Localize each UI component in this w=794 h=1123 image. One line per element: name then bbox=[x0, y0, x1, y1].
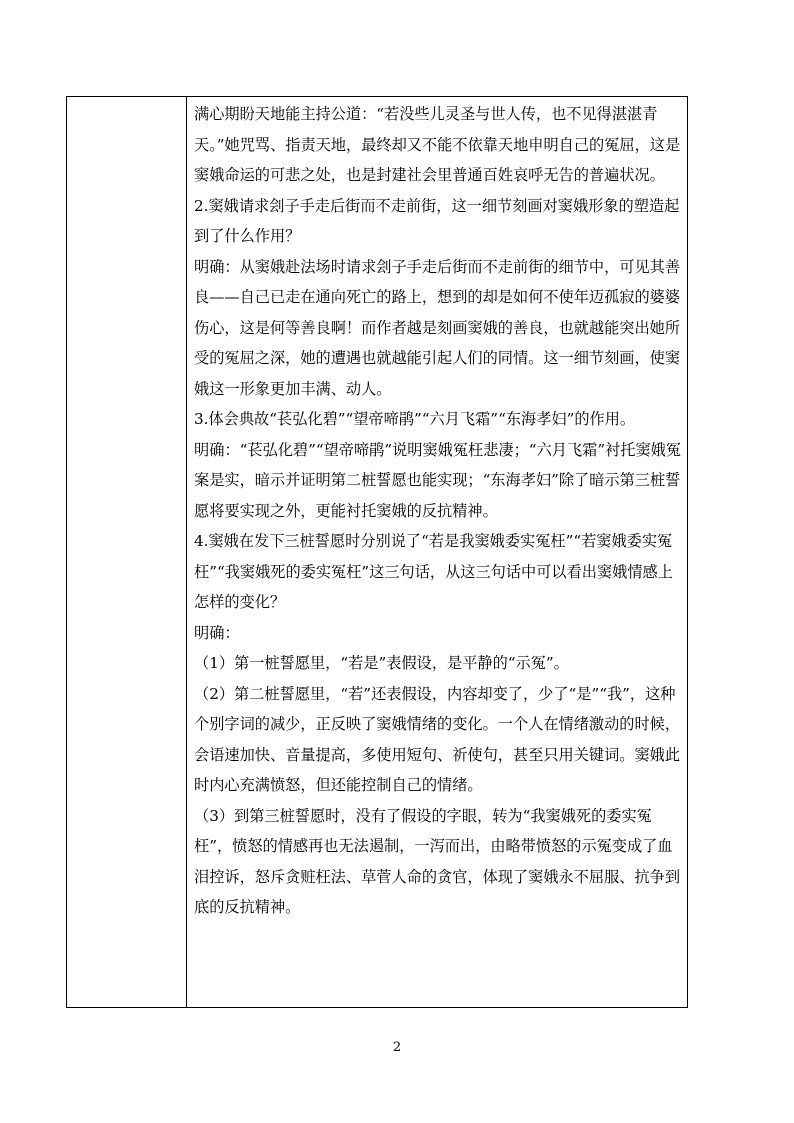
paragraph-continued: 满心期盼天地能主持公道：“若没些儿灵圣与世人传，也不见得湛湛青天。”她咒骂、指责天地，最终却又不能不依靠天地申明自己的冤屈，这是窦娥命运的可悲之处，也是封建社会里普通百姓哀呼无告的普遍状况。 bbox=[194, 105, 681, 184]
answer-4-point-2: （2）第二桩誓愿里，“若”还表假设，内容却变了，少了“是”“我”，这种个别字词的减少，正反映了窦娥情绪的变化。一个人在情绪激动的时候，会语速加快、音量提高，多使用短句、祈使句，甚至只用关键词。窦娥此时内心充满愤怒，但还能控制自己的情绪。 bbox=[194, 684, 680, 794]
table-content-cell bbox=[194, 99, 684, 923]
answer-3: 明确：“苌弘化碧”“望帝啼鹃”说明窦娥冤枉悲凄；“六月飞霜”衬托窦娥冤案是实，暗示并证明第二桩誓愿也能实现；“东海孝妇”除了暗示第三桩誓愿将要实现之外，更能衬托窦娥的反抗精神。 bbox=[194, 440, 682, 520]
answer-4-label: 明确： bbox=[194, 623, 240, 642]
question-4: 4.窦娥在发下三桩誓愿时分别说了“若是我窦娥委实冤枉”“若窦娥委实冤枉”“我窦娥死的委实冤枉”这三句话，从这三句话中可以看出窦娥情感上怎样的变化？ bbox=[194, 532, 673, 611]
answer-2: 明确：从窦娥赴法场时请求刽子手走后街而不走前街的细节中，可见其善良——自己已走在通向死亡的路上，想到的却是如何不使年迈孤寂的婆婆伤心，这是何等善良啊！而作者越是刻画窦娥的善良，也就越能突出她所受的冤屈之深，她的遭遇也就越能引起人们的同情。这一细节刻画，使窦娥这一形象更加丰满、动人。 bbox=[194, 257, 680, 398]
answer-4-point-3: （3）到第三桩誓愿时，没有了假设的字眼，转为“我窦娥死的委实冤枉”，愤怒的情感再也无法遏制，一泻而出，由略带愤怒的示冤变成了血泪控诉，怒斥贪赃枉法、草菅人命的贪官，体现了窦娥永不屈服、抗争到底的反抗精神。 bbox=[194, 806, 680, 916]
answer-4-point-1: （1）第一桩誓愿里，“若是”表假设，是平静的“示冤”。 bbox=[194, 654, 569, 672]
page-number: 2 bbox=[392, 1040, 402, 1055]
question-3: 3.体会典故“苌弘化碧”“望帝啼鹃”“六月飞霜”“东海孝妇”的作用。 bbox=[194, 410, 636, 428]
question-2: 2.窦娥请求刽子手走后街而不走前街，这一细节刻画对窦娥形象的塑造起到了什么作用？ bbox=[194, 196, 680, 245]
table-left-cell bbox=[67, 97, 187, 1007]
content-table bbox=[66, 96, 688, 1008]
